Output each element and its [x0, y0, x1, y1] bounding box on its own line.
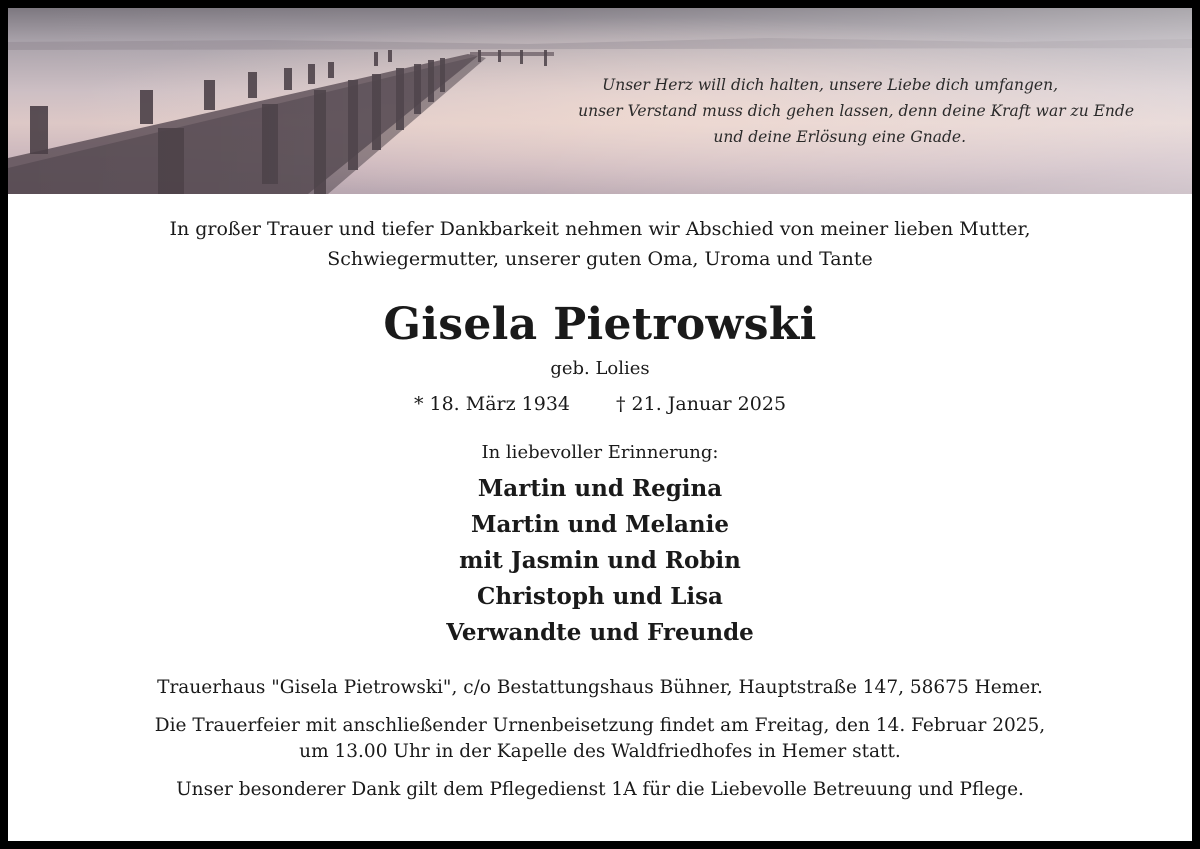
life-dates	[8, 391, 1192, 417]
intro-text	[8, 214, 1192, 274]
mourners-list	[8, 471, 1192, 651]
poem-quote	[494, 72, 1134, 150]
intro-line: Schwiegermutter, unserer guten Oma, Uroma und Tante	[327, 248, 873, 270]
birth-date: * 18. März 1934	[413, 393, 571, 415]
deceased-name: Gisela Pietrowski	[383, 299, 817, 350]
obituary-body	[8, 194, 1192, 815]
thanks-note: Unser besonderer Dank gilt dem Pflegedienst 1A für die Liebevolle Betreuung und Pflege.	[176, 779, 1024, 800]
funeral-info	[8, 675, 1192, 803]
mourner-name: mit Jasmin und Robin	[459, 547, 741, 574]
jetty-lake-banner-image	[8, 8, 1192, 194]
ceremony-line: um 13.00 Uhr in der Kapelle des Waldfriedhofes in Hemer statt.	[299, 741, 901, 762]
mourner-name: Verwandte und Freunde	[446, 619, 754, 646]
mourner-name: Martin und Melanie	[471, 511, 729, 538]
ceremony-details	[8, 713, 1192, 765]
ceremony-line: Die Trauerfeier mit anschließender Urnenbeisetzung findet am Freitag, den 14. Februar 2025,	[154, 715, 1046, 736]
quote-line: unser Verstand muss dich gehen lassen, denn deine Kraft war zu Ende	[578, 102, 1134, 120]
quote-line: und deine Erlösung eine Gnade.	[713, 128, 966, 146]
birth-name: geb. Lolies	[550, 358, 650, 379]
death-date: † 21. Januar 2025	[616, 393, 787, 415]
intro-line: In großer Trauer und tiefer Dankbarkeit nehmen wir Abschied von meiner lieben Mutter,	[169, 218, 1031, 240]
quote-line: Unser Herz will dich halten, unsere Liebe dich umfangen,	[602, 76, 1058, 94]
mourner-name: Martin und Regina	[477, 475, 723, 502]
mourners-heading: In liebevoller Erinnerung:	[481, 442, 719, 463]
mourning-house-address: Trauerhaus "Gisela Pietrowski", c/o Bestattungshaus Bühner, Hauptstraße 147, 58675 Hemer.	[157, 677, 1043, 698]
mourner-name: Christoph und Lisa	[477, 583, 723, 610]
